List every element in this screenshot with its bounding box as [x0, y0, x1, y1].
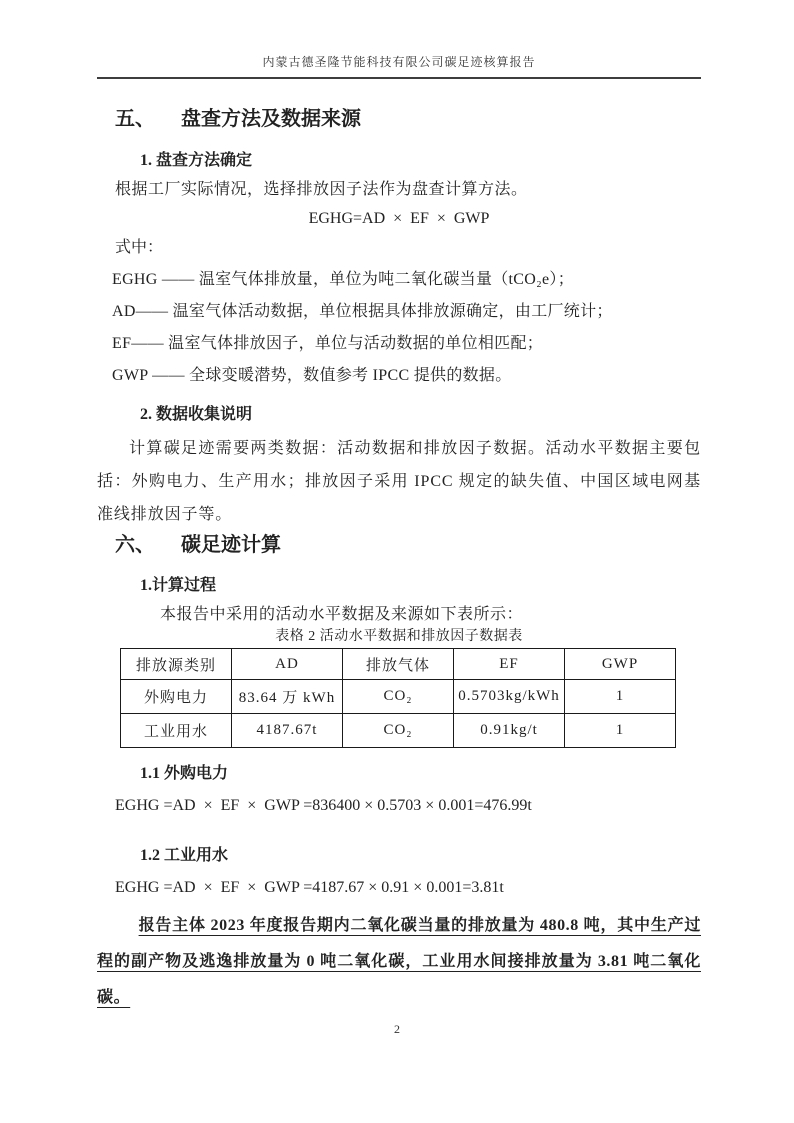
table-row [121, 714, 676, 748]
definition-ad: AD—— 温室气体活动数据，单位根据具体排放源确定，由工厂统计； [112, 303, 613, 320]
col-header-gwp: GWP [565, 649, 676, 680]
page-number: 2 [394, 1022, 400, 1036]
definition-eghg: EGHG —— 温室气体排放量，单位为吨二氧化碳当量（tCO₂e）； [112, 271, 574, 288]
definition-ef: EF—— 温室气体排放因子，单位与活动数据的单位相匹配； [112, 335, 544, 352]
cell-gas: CO₂ [343, 714, 454, 748]
section-6-title: 碳足迹计算 [181, 534, 281, 556]
conclusion-paragraph: 报告主体 2023 年度报告期内二氧化碳当量的排放量为 480.8 吨，其中生产过程的副产物及逃逸排放量为 0 吨二氧化碳，工业用水间接排放量为 3.81 吨二氧化碳。 [97, 917, 701, 1006]
cell-ef: 0.5703kg/kWh [454, 680, 565, 714]
cell-source: 工业用水 [121, 714, 232, 748]
cell-gas: CO₂ [343, 680, 454, 714]
subsection-1-1-heading: 1.1 外购电力 [140, 765, 229, 782]
section-6-heading [97, 532, 701, 558]
col-header-gas: 排放气体 [343, 649, 454, 680]
table-row [121, 680, 676, 714]
where-label: 式中： [115, 239, 164, 256]
section-6-number: 六、 [115, 534, 155, 556]
document-header [97, 55, 701, 79]
cell-ef: 0.91kg/t [454, 714, 565, 748]
definition-gwp: GWP —— 全球变暖潜势，数值参考 IPCC 提供的数据。 [112, 367, 512, 384]
subsection-1-2-heading: 1.2 工业用水 [140, 847, 229, 864]
cell-source: 外购电力 [121, 680, 232, 714]
table-header-row [121, 649, 676, 680]
col-header-emission-source: 排放源类别 [121, 649, 232, 680]
table-caption: 表格 2 活动水平数据和排放因子数据表 [275, 629, 523, 644]
ghg-formula: EGHG=AD × EF × GWP [308, 210, 490, 227]
electricity-calc-formula: EGHG =AD × EF × GWP =836400 × 0.5703 × 0.001=476.99t [115, 797, 532, 814]
cell-ad: 83.64 万 kWh [232, 680, 343, 714]
method-intro-paragraph: 根据工厂实际情况，选择排放因子法作为盘查计算方法。 [115, 181, 528, 198]
cell-gwp: 1 [565, 714, 676, 748]
water-calc-formula: EGHG =AD × EF × GWP =4187.67 × 0.91 × 0.001=3.81t [115, 879, 504, 896]
col-header-ad: AD [232, 649, 343, 680]
col-header-ef: EF [454, 649, 565, 680]
cell-gwp: 1 [565, 680, 676, 714]
section-5-heading [97, 106, 701, 132]
activity-data-table [120, 648, 676, 748]
subsection-5-2-heading: 2. 数据收集说明 [140, 406, 253, 423]
header-title: 内蒙古德圣隆节能科技有限公司碳足迹核算报告 [262, 55, 536, 69]
table-intro-paragraph: 本报告中采用的活动水平数据及来源如下表所示： [160, 606, 524, 623]
subsection-6-1-heading: 1.计算过程 [140, 577, 217, 594]
subsection-5-1-heading: 1. 盘查方法确定 [140, 152, 253, 169]
section-5-title: 盘查方法及数据来源 [181, 108, 361, 130]
section-5-number: 五、 [115, 108, 155, 130]
data-collection-paragraph: 计算碳足迹需要两类数据：活动数据和排放因子数据。活动水平数据主要包括：外购电力、生产用水；排放因子采用 IPCC 规定的缺失值、中国区域电网基准线排放因子等。 [97, 440, 701, 523]
cell-ad: 4187.67t [232, 714, 343, 748]
